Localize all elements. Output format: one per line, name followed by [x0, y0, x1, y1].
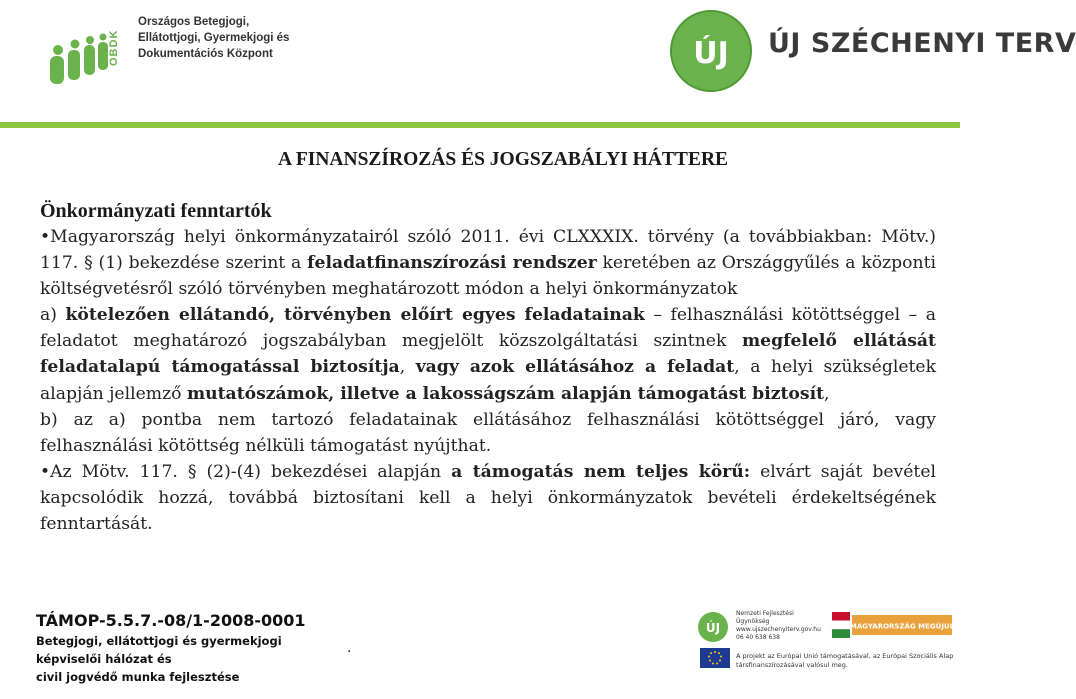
project-code: TÁMOP-5.5.7.-08/1-2008-0001	[36, 611, 306, 630]
szechenyi-title	[768, 28, 1076, 59]
text-run: ,	[824, 383, 830, 404]
text-run: keretében az Országgyűlés a központi költségvetésről szóló törvényben meghatározott módon a helyi önkormányzatok	[40, 253, 936, 300]
text-run: , a helyi szükségletek alapján jellemző	[40, 357, 936, 404]
nfu-line: Nemzeti Fejlesztési Ügynökség	[736, 610, 794, 625]
nfu-logo-icon	[696, 610, 730, 644]
paragraph-mötv-intro	[40, 224, 936, 302]
project-info	[36, 610, 306, 686]
text-run-bold: kötelezően ellátandó, törvényben előírt egyes feladatainak	[65, 305, 645, 326]
szechenyi-label: ÚJ SZÉCHENYI TERV	[768, 28, 1076, 59]
flag-banner-text: MAGYARORSZÁG MEGÚJUL	[849, 622, 955, 631]
text-run: elvárt saját bevétel kapcsolódik hozzá, továbbá biztosítani kell a helyi önkormányzatok bevételi érdekeltségének fenntartását.	[40, 461, 936, 535]
obdk-line: Ellátottjogi, Gyermekjogi és	[138, 32, 290, 44]
szechenyi-badge-text: ÚJ	[693, 36, 729, 71]
header	[0, 0, 1076, 120]
document-body	[40, 144, 936, 537]
hungary-flag-icon	[832, 612, 955, 638]
szechenyi-logo-icon	[668, 8, 754, 94]
text-run: a)	[40, 305, 66, 326]
header-divider	[0, 122, 960, 128]
project-line: képviselői hálózat és	[36, 652, 172, 666]
paragraph-point-b: b) az a) pontba nem tartozó feladatainak ellátásához felhasználási kötöttséggel járó, vagy felhasználási kötöttség nélküli támogatást nyújthat.	[40, 409, 936, 456]
page-title: A FINANSZÍROZÁS ÉS JOGSZABÁLYI HÁTTERE	[277, 149, 729, 170]
nfu-line: www.ujszechenyiterv.gov.hu	[736, 626, 821, 633]
section-heading: Önkormányzati fenntartók	[40, 200, 272, 222]
stray-dot: .	[347, 640, 352, 656]
eu-funding-text: A projekt az Európai Unió támogatásával, az Európai Szociális Alap társfinanszírozásával valósul meg.	[736, 652, 954, 669]
project-line: civil jogvédő munka fejlesztése	[36, 670, 240, 684]
text-run-bold: vagy azok ellátásához a feladat	[415, 357, 735, 378]
obdk-vertical-label: OBDK	[108, 29, 120, 67]
obdk-line: Dokumentációs Központ	[138, 48, 273, 60]
project-line: Betegjogi, ellátottjogi és gyermekjogi	[36, 634, 282, 648]
eu-flag-icon	[700, 648, 730, 668]
text-run: – felhasználási kötöttséggel – a feladatot meghatározó jogszabályban megjelölt közszolgáltatási szintnek	[40, 305, 936, 352]
obdk-name	[138, 14, 289, 62]
obdk-line: Országos Betegjogi,	[138, 16, 250, 28]
svg-text:ÚJ: ÚJ	[705, 621, 721, 635]
text-run-bold: feladatfinanszírozási rendszer	[307, 253, 597, 274]
nfu-line: 06 40 638 638	[736, 634, 780, 641]
text-run-bold: mutatószámok, illetve a lakosságszám alapján támogatást biztosít	[186, 383, 825, 404]
text-run-bold: megfelelő ellátását feladatalapú támogatással biztosítja	[40, 331, 936, 378]
nfu-contact	[736, 610, 821, 642]
paragraph-support	[40, 459, 936, 537]
text-run: •Magyarország helyi önkormányzatairól szóló 2011. évi CLXXXIX. törvény (a továbbiakban: Mötv.) 117. § (1) bekezdése szerint a	[40, 227, 936, 274]
paragraph-point-a	[40, 302, 936, 406]
funding-logos	[686, 608, 954, 694]
text-run-bold: a támogatás nem teljes körű:	[451, 461, 751, 482]
text-run: ,	[399, 357, 416, 378]
text-run: •Az Mötv. 117. § (2)-(4) bekezdései alapján	[40, 461, 452, 482]
